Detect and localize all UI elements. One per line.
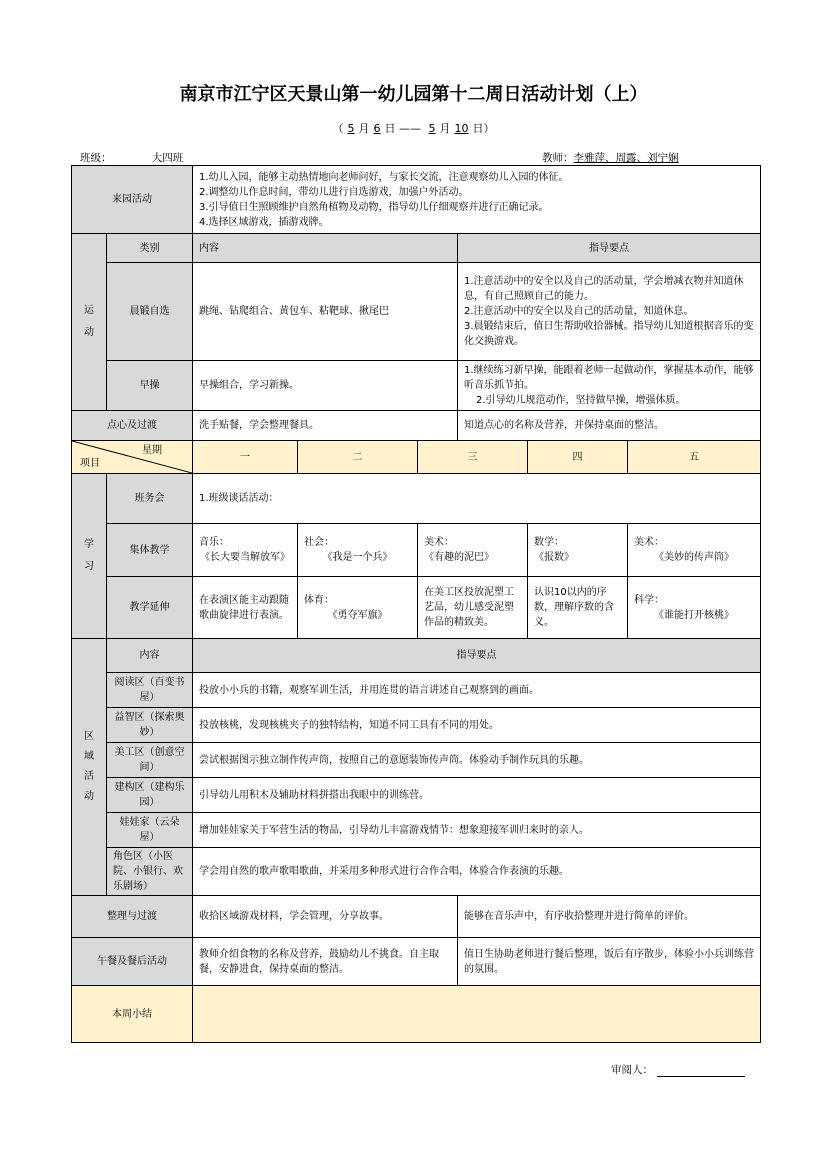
study-label [72,474,107,639]
table-row [72,361,761,411]
end-day: 10 [454,122,469,135]
extension-text: 在美工区投放泥塑工艺品，幼儿感受泥塑作品的精致美。 [424,587,514,628]
plan-table [71,165,761,1043]
day-tuesday: 二 [298,441,418,474]
list-item: 1.幼儿入园，能够主动热情地向老师问好，与家长交流，注意观察幼儿入园的体征。 [199,171,569,183]
list-item: 1.继续练习新早操，能跟着老师一起做动作，掌握基本动作，能够听音乐抓节拍。 [464,365,754,391]
reviewer-signature-line[interactable] [657,1064,745,1077]
sport-header-row [72,234,761,263]
tidy-guide: 能够在音乐声中，有序收拾整理并进行简单的评价。 [458,896,761,938]
zone-guide: 投放小小兵的书籍，观察军训生活，并用连贯的语言讲述自己观察到的画面。 [193,673,761,708]
subject: 音乐： [199,537,229,548]
item-label: 项目 [80,458,100,469]
zone-guide: 投放核桃，发现核桃夹子的独特结构，知道不同工具有不同的用处。 [193,708,761,743]
day-friday: 五 [628,441,761,474]
day-label: 日 [384,122,396,135]
table-row [72,848,761,896]
extension-label: 教学延伸 [107,577,193,639]
friday-extension [628,577,761,639]
thursday-extension [528,577,628,639]
friday-lesson [628,524,761,577]
sport-content: 跳绳、钻爬组合、黄包车、粘靶球、揪尾巴 [193,263,458,361]
zone-name: 美工区（创意空间） [107,743,193,778]
tuesday-extension [298,577,418,639]
lunch-guide: 值日生协助老师进行餐后整理，饭后有序散步，体验小小兵训练营的氛围。 [458,938,761,986]
lunch-content: 教师介绍食物的名称及营养，鼓励幼儿不挑食。自主取餐，安静进食，保持桌面的整洁。 [193,938,458,986]
sport-label-text: 运动 [84,305,94,338]
end-month: 5 [428,122,436,135]
start-day: 6 [373,122,381,135]
arrival-content [193,166,761,234]
extension-row [72,577,761,639]
table-row [72,778,761,813]
zone-name: 益智区（探索奥妙） [107,708,193,743]
header-content: 内容 [107,639,193,673]
sport-category: 早操 [107,361,193,411]
day-label: 日） [472,122,495,135]
meeting-row [72,474,761,524]
header-category: 类别 [107,234,193,263]
table-row [72,263,761,361]
thursday-lesson [528,524,628,577]
header-guide: 指导要点 [193,639,761,673]
lunch-row [72,938,761,986]
month-label: 月 [358,122,370,135]
page-title: 南京市江宁区天景山第一幼儿园第十二周日活动计划（上） [179,84,648,105]
zone-name: 建构区（建构乐园） [107,778,193,813]
extension-text: 认识10以内的序数，理解序数的含义。 [534,587,614,628]
extension-text: 在表演区能主动跟随歌曲旋律进行表演。 [199,594,289,621]
list-item: 2.调整幼儿作息时间，带幼儿进行自选游戏，加强户外活动。 [199,186,469,198]
list-item: 4.选择区域游戏，插游戏牌。 [199,216,329,228]
subject: 体育： [304,594,334,606]
sport-label [72,234,107,411]
monday-extension [193,577,298,639]
day-wednesday: 三 [418,441,528,474]
dash: —— [399,122,421,135]
zone-guide: 引导幼儿用积木及辅助材料拼搭出我眼中的训练营。 [193,778,761,813]
reviewer-field [611,1062,745,1077]
sport-category: 晨锻自选 [107,263,193,361]
start-month: 5 [347,122,355,135]
zone-name: 阅读区（百变书屋） [107,673,193,708]
class-label: 班级： [80,152,112,164]
zone-name: 娃娃家（云朵屋） [107,813,193,848]
table-row [72,708,761,743]
reviewer-label: 审阅人： [611,1064,653,1076]
tidy-label: 整理与过渡 [72,896,193,938]
header-guide: 指导要点 [458,234,761,263]
lesson-title: 《长大要当解放军》 [200,552,290,563]
lunch-label: 午餐及餐后活动 [72,938,193,986]
summary-label: 本周小结 [72,986,193,1043]
arrival-label: 来园活动 [72,166,193,234]
monday-lesson [193,524,298,577]
arrival-row [72,166,761,234]
group-teaching-row [72,524,761,577]
diagonal-header [72,441,193,474]
table-row [72,813,761,848]
class-value: 大四班 [112,150,224,166]
lesson-title: 《我是一个兵》 [322,552,393,563]
study-label-text: 学习 [84,539,94,572]
teacher-field [542,150,679,165]
day-thursday: 四 [528,441,628,474]
wednesday-lesson [418,524,528,577]
paren: （ [332,122,344,135]
tidy-row [72,896,761,938]
subject: 美术： [634,537,664,548]
table-row [72,673,761,708]
lesson-title: 《有趣的泥巴》 [424,552,494,563]
zone-guide: 学会用自然的歌声歌唱歌曲，并采用多种形式进行合作合唱，体验合作表演的乐趣。 [193,848,761,896]
header-content: 内容 [193,234,458,263]
teacher-label: 教师： [542,152,574,164]
month-label: 月 [439,122,451,135]
group-teaching-label: 集体教学 [107,524,193,577]
list-item: 2.引导幼儿规范动作，坚持做早操，增强体质。 [476,395,686,406]
teacher-value: 李雅萍、周露、刘宁娴 [573,152,679,164]
subject: 社会： [304,537,334,548]
lesson-title: 《美妙的传声筒》 [654,552,735,563]
zone-guide: 尝试根据图示独立制作传声筒，按照自己的意愿装饰传声筒。体验动手制作玩具的乐趣。 [193,743,761,778]
list-item: 1.注意活动中的安全以及自己的活动量，学会增减衣物并知道休息，有自己照顾自己的能力。 [464,276,744,302]
list-item: 3.引导值日生照顾维护自然角植物及动物，指导幼儿仔细观察并进行正确记录。 [199,201,549,213]
sport-guide [458,263,761,361]
tuesday-lesson [298,524,418,577]
list-item: 3.晨锻结束后，值日生帮助收拾器械。指导幼儿知道根据音乐的变化交换游戏。 [464,321,754,347]
snack-label: 点心及过渡 [72,411,193,441]
subject: 科学： [634,594,664,606]
zone-label [72,639,107,896]
date-range [0,120,827,136]
zone-name: 角色区（小医院、小银行、欢乐剧场） [107,848,193,896]
lesson-title: 《报数》 [534,552,574,563]
zone-guide: 增加娃娃家关于军营生活的物品，引导幼儿丰富游戏情节：想象迎接军训归来时的亲人。 [193,813,761,848]
lesson-title: 《谁能打开核桃》 [654,609,735,621]
zone-header-row [72,639,761,673]
list-item: 2.注意活动中的安全以及自己的活动量，知道休息。 [464,306,694,317]
snack-row [72,411,761,441]
sport-content: 早操组合，学习新操。 [193,361,458,411]
lesson-title: 《勇夺军旗》 [327,609,388,621]
subject: 美术： [424,537,454,548]
class-field [80,150,224,166]
snack-guide: 知道点心的名称及营养，并保持桌面的整洁。 [458,411,761,441]
sport-guide [458,361,761,411]
wednesday-extension [418,577,528,639]
table-row [72,743,761,778]
weekday-label: 星期 [142,445,162,456]
subject: 数学： [534,537,564,548]
weekday-header-row [72,441,761,474]
summary-content[interactable] [193,986,761,1043]
snack-content: 洗手贴餐，学会整理餐具。 [193,411,458,441]
summary-row [72,986,761,1043]
zone-label-text: 区域活动 [84,731,94,802]
meeting-content: 1.班级谈话活动： [193,474,761,524]
tidy-content: 收拾区域游戏材料，学会管理，分享故事。 [193,896,458,938]
meeting-label: 班务会 [107,474,193,524]
day-monday: 一 [193,441,298,474]
